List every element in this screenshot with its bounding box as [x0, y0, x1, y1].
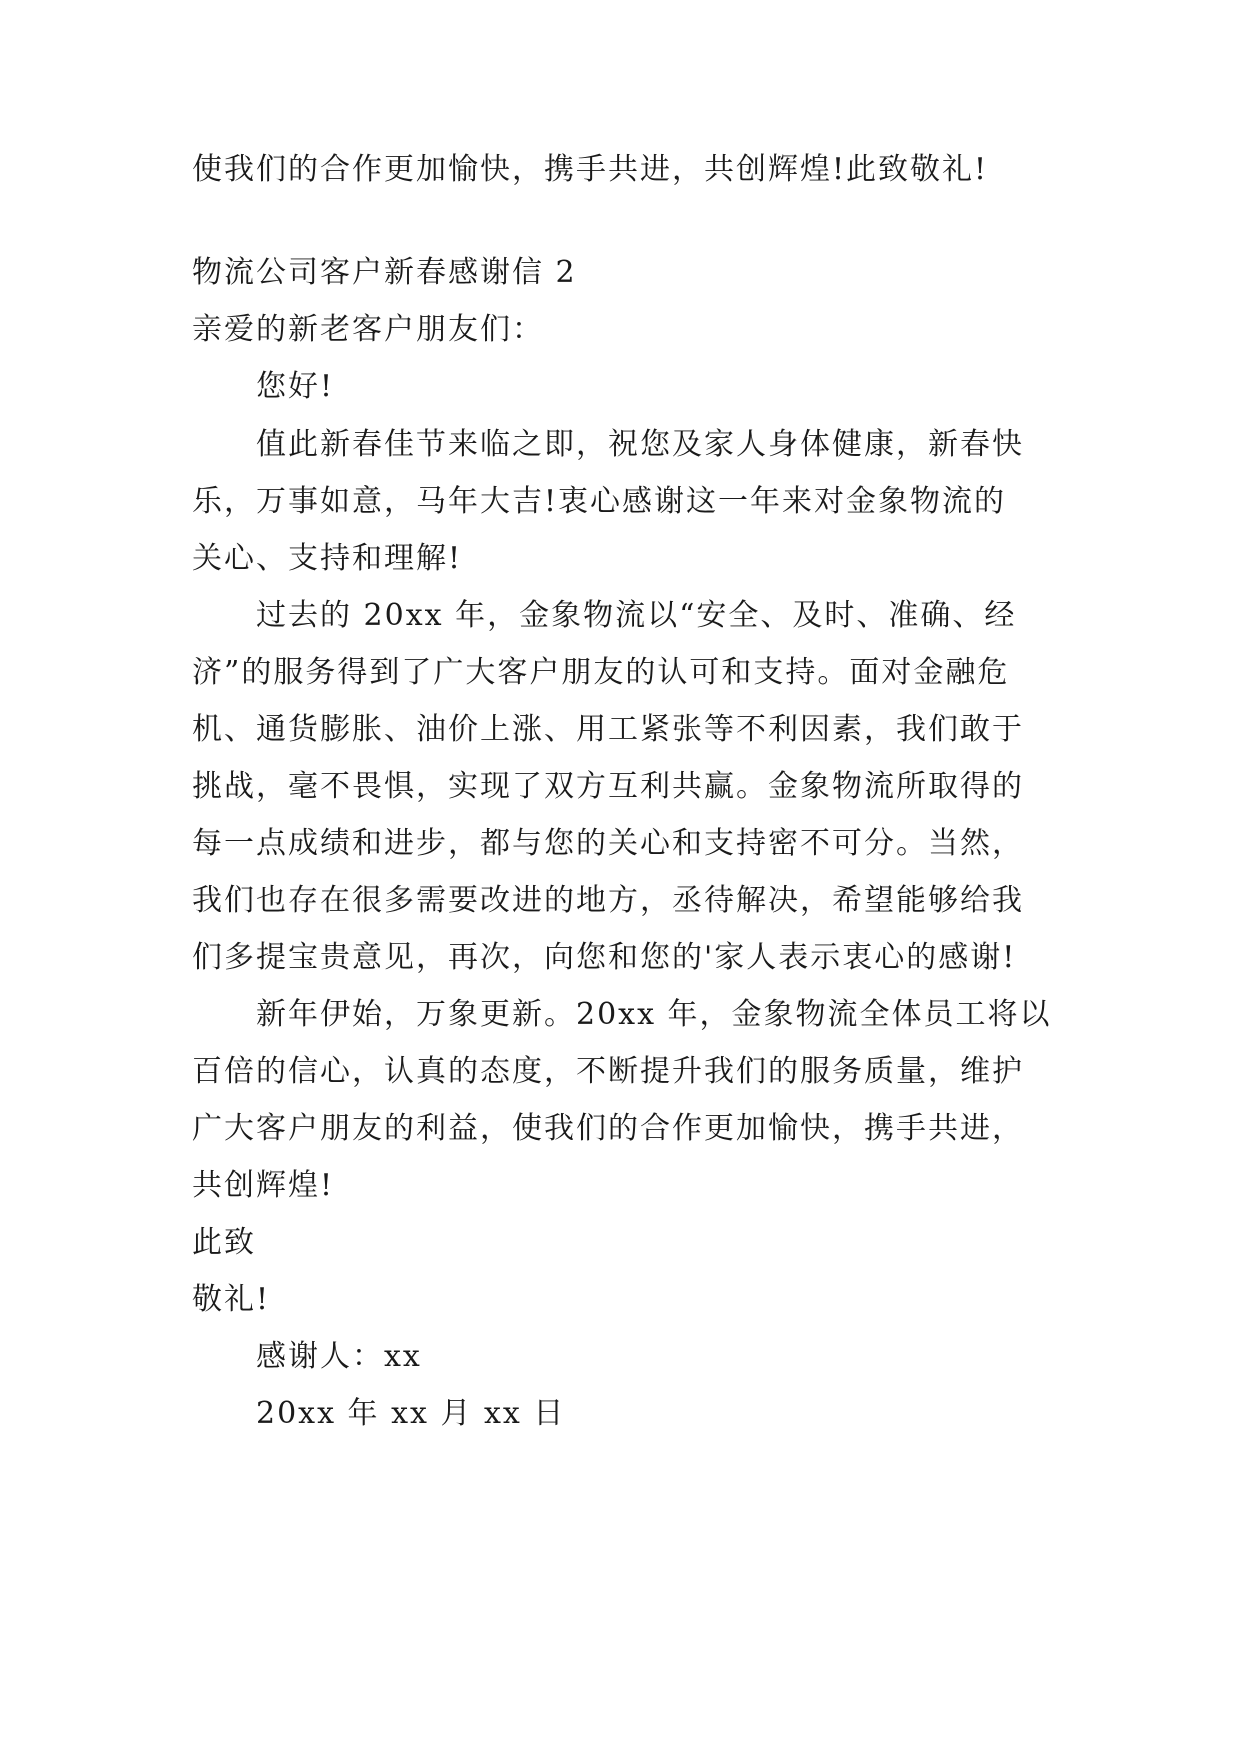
paragraph-3-line-2: 百倍的信心，认真的态度，不断提升我们的服务质量，维护: [192, 1054, 1024, 1089]
paragraph-2-line-5: 每一点成绩和进步，都与您的关心和支持密不可分。当然，: [192, 826, 1024, 861]
previous-letter-ending: 使我们的合作更加愉快，携手共进，共创辉煌!此致敬礼!: [192, 152, 989, 187]
paragraph-2-line-6: 我们也存在很多需要改进的地方，丞待解决，希望能够给我: [192, 883, 1024, 918]
letter-title: 物流公司客户新春感谢信 2: [192, 255, 577, 290]
paragraph-2-line-2: 济”的服务得到了广大客户朋友的认可和支持。面对金融危: [192, 655, 1010, 690]
greeting: 您好!: [256, 369, 335, 404]
letter-date: 20xx 年 xx 月 xx 日: [256, 1396, 566, 1431]
paragraph-3-line-1: 新年伊始，万象更新。20xx 年，金象物流全体员工将以: [256, 997, 1052, 1032]
signature: 感谢人：xx: [256, 1339, 422, 1374]
paragraph-1-line-1: 值此新春佳节来临之即，祝您及家人身体健康，新春快: [256, 427, 1024, 462]
paragraph-3-line-4: 共创辉煌!: [192, 1168, 335, 1203]
paragraph-2-line-4: 挑战，毫不畏惧，实现了双方互利共赢。金象物流所取得的: [192, 769, 1024, 804]
closing-line-2: 敬礼!: [192, 1282, 271, 1317]
salutation: 亲爱的新老客户朋友们：: [192, 312, 544, 347]
paragraph-3-line-3: 广大客户朋友的利益，使我们的合作更加愉快，携手共进，: [192, 1111, 1024, 1146]
paragraph-2-line-3: 机、通货膨胀、油价上涨、用工紧张等不利因素，我们敢于: [192, 712, 1024, 747]
closing-line-1: 此致: [192, 1225, 256, 1260]
paragraph-2-line-1: 过去的 20xx 年，金象物流以“安全、及时、准确、经: [256, 598, 1017, 633]
paragraph-1-line-2: 乐，万事如意，马年大吉!衷心感谢这一年来对金象物流的: [192, 484, 1007, 519]
paragraph-2-line-7: 们多提宝贵意见，再次，向您和您的'家人表示衷心的感谢!: [192, 940, 1017, 975]
paragraph-1-line-3: 关心、支持和理解!: [192, 541, 463, 576]
